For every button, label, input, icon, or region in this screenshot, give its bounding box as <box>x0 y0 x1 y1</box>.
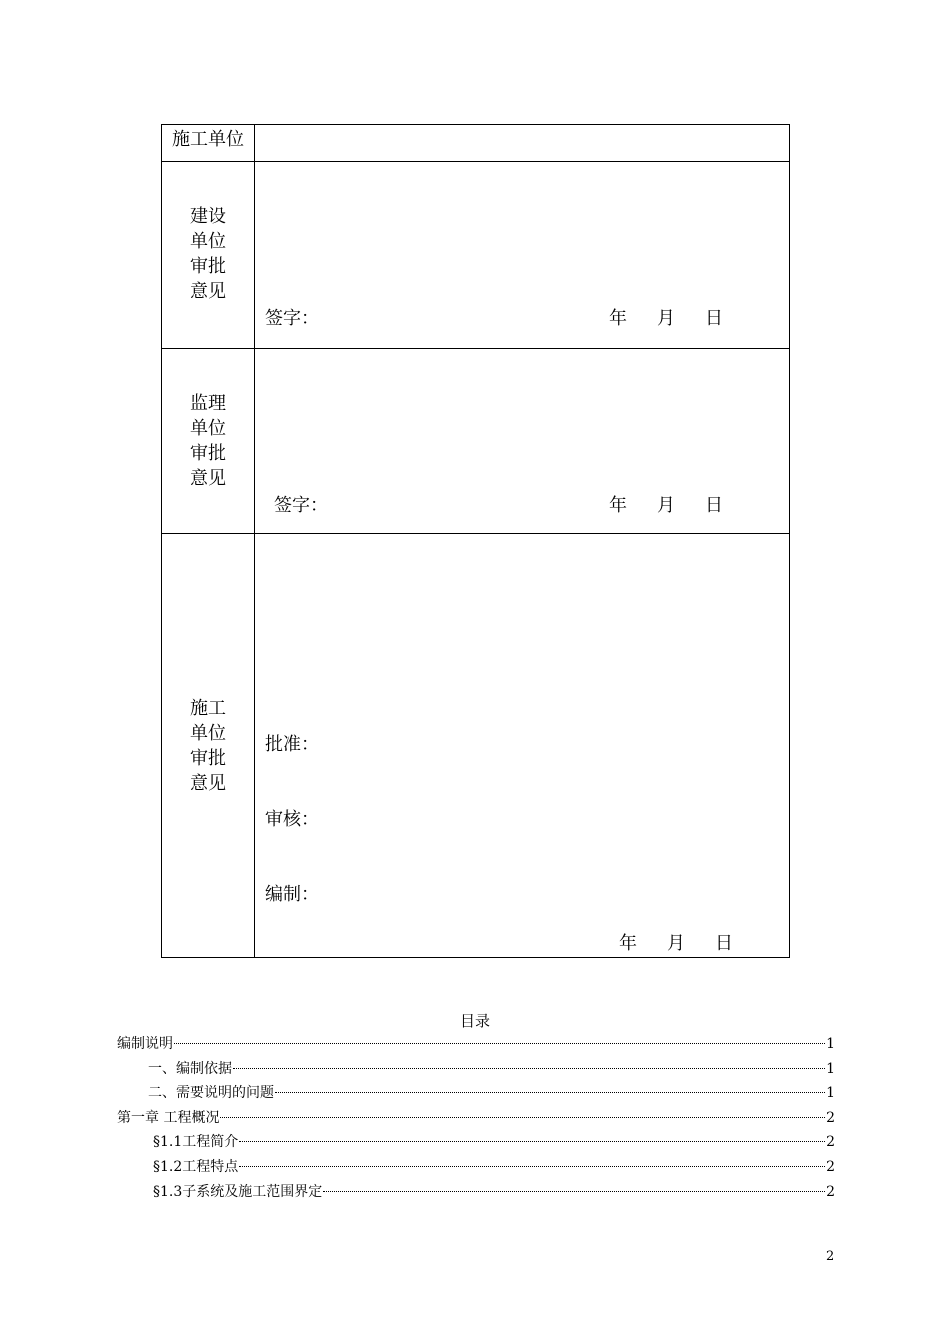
client-review-body <box>255 162 789 348</box>
toc-entry-text: 编制说明 <box>117 1036 173 1052</box>
approve-label: 批准： <box>265 734 319 755</box>
contractor-date-month: 月 <box>667 933 685 954</box>
toc-entry-text: 二、需要说明的问题 <box>148 1085 274 1102</box>
toc-leader <box>220 1117 825 1118</box>
toc-entry[interactable] <box>117 1157 835 1182</box>
toc-entry[interactable] <box>117 1034 835 1059</box>
toc-entry[interactable] <box>117 1108 835 1133</box>
toc-entry-page: 1 <box>826 1036 835 1052</box>
contractor-review-body <box>255 534 789 957</box>
toc-entry-text: §1.3子系统及施工范围界定 <box>153 1183 323 1200</box>
toc-entry[interactable] <box>117 1059 835 1084</box>
client-date-year: 年 <box>609 308 627 329</box>
supervisor-review-row <box>162 349 789 534</box>
supervisor-date-year: 年 <box>609 495 627 516</box>
toc-leader <box>233 1068 825 1069</box>
client-date-month: 月 <box>657 308 675 329</box>
toc-entry-text: 一、编制依据 <box>148 1060 232 1077</box>
toc-title: 目录 <box>459 1012 490 1030</box>
toc-leader <box>239 1166 825 1167</box>
toc-entry-page: 2 <box>826 1109 835 1126</box>
construction-unit-label-cell <box>162 125 255 161</box>
toc-entry-page: 2 <box>826 1183 835 1200</box>
client-sign-label: 签字： <box>265 308 319 329</box>
contractor-review-label: 施工 单位 审批 意见 <box>190 698 226 794</box>
client-review-row <box>162 162 789 349</box>
toc-entry-text: §1.2工程特点 <box>153 1158 239 1175</box>
toc-entry-page: 2 <box>826 1134 835 1151</box>
client-date-day: 日 <box>705 308 723 329</box>
approval-table <box>161 124 790 958</box>
toc-entry[interactable] <box>117 1132 835 1157</box>
toc-entry-page: 2 <box>826 1158 835 1175</box>
client-review-label-cell <box>162 162 255 348</box>
supervisor-review-body <box>255 349 789 533</box>
contractor-review-label-cell <box>162 534 255 957</box>
prepare-label: 编制： <box>265 884 319 905</box>
page-number: 2 <box>826 1249 835 1264</box>
client-review-label: 建设 单位 审批 意见 <box>190 206 226 302</box>
toc-leader <box>174 1043 825 1044</box>
toc-leader <box>323 1191 825 1192</box>
supervisor-sign-label: 签字： <box>274 495 328 516</box>
supervisor-date-day: 日 <box>705 495 723 516</box>
supervisor-review-label: 监理 单位 审批 意见 <box>190 393 226 489</box>
toc-entry-page: 1 <box>826 1085 835 1102</box>
toc-entry-page: 1 <box>826 1060 835 1077</box>
toc-entry-text: 第一章 工程概况 <box>117 1109 220 1126</box>
supervisor-date-month: 月 <box>657 495 675 516</box>
toc-entry[interactable] <box>117 1083 835 1108</box>
toc-entry[interactable] <box>117 1182 835 1207</box>
supervisor-review-label-cell <box>162 349 255 533</box>
toc-leader <box>239 1141 825 1142</box>
contractor-date-year: 年 <box>619 933 637 954</box>
toc-leader <box>275 1092 825 1093</box>
construction-unit-value-cell <box>255 125 789 161</box>
contractor-date-day: 日 <box>715 933 733 954</box>
construction-unit-label: 施工单位 <box>172 129 244 150</box>
construction-unit-row <box>162 125 789 162</box>
table-of-contents <box>117 1034 835 1206</box>
check-label: 审核： <box>265 809 319 830</box>
contractor-review-row <box>162 534 789 957</box>
toc-entry-text: §1.1工程简介 <box>153 1134 239 1151</box>
